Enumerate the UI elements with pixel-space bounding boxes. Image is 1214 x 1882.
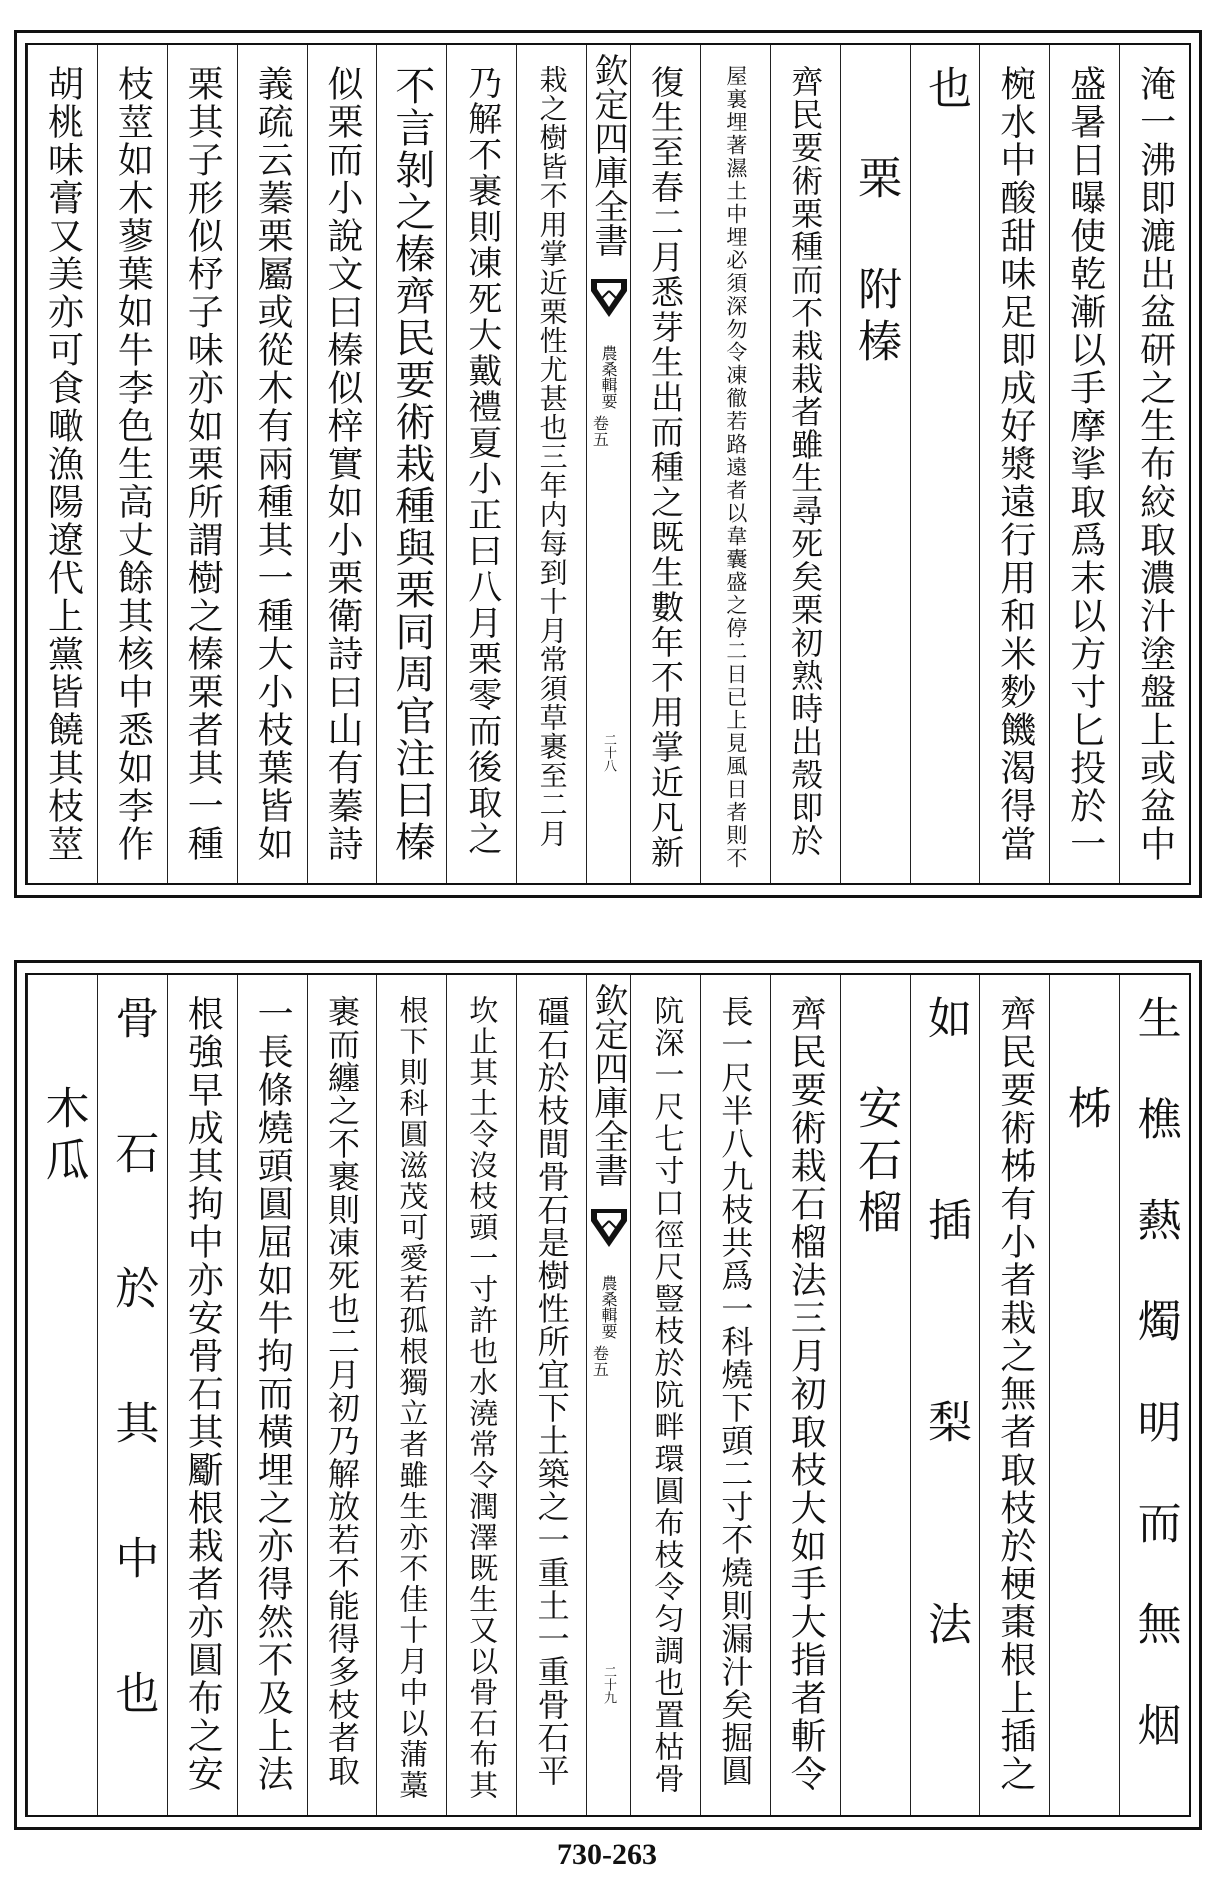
fish-tail-mark-icon bbox=[589, 277, 629, 319]
text-column bbox=[910, 45, 980, 883]
leaf-number: 二十八 bbox=[601, 733, 616, 772]
spine-column bbox=[586, 45, 630, 883]
column-text: 根強早成其拘中亦安骨石其斸根栽者亦圓布之安 bbox=[182, 995, 224, 1793]
book-title: 農桑輯要 bbox=[599, 345, 618, 409]
volume-number: 卷五 bbox=[590, 415, 610, 447]
collection-title: 欽定四庫全書 bbox=[588, 53, 628, 257]
spine-column bbox=[586, 975, 630, 1815]
section-heading: 木瓜 bbox=[37, 1085, 89, 1189]
text-column bbox=[516, 975, 586, 1815]
text-column bbox=[910, 975, 980, 1815]
text-column bbox=[770, 45, 840, 883]
column-text: 屋裏埋著濕土中埋必須深勿令凍徹若路遠者以韋囊盛之停二日已上見風日者則不 bbox=[723, 65, 748, 870]
bottom-page bbox=[14, 960, 1202, 1830]
collection-title: 欽定四庫全書 bbox=[588, 983, 628, 1187]
column-text: 不言剝之榛齊民要術栽種與栗同周官注曰榛 bbox=[388, 65, 435, 863]
section-heading: 栗 附榛 bbox=[850, 155, 902, 370]
text-column bbox=[630, 45, 700, 883]
text-column bbox=[516, 45, 586, 883]
column-text: 栽之樹皆不用掌近栗性尤甚也三年内每到十月常須草裹至二月 bbox=[535, 65, 569, 848]
column-text: 長一尺半八九枝共爲一科燒下頭二寸不燒則漏汁矣掘圓 bbox=[716, 995, 755, 1787]
bottom-page-frame bbox=[25, 973, 1191, 1817]
column-text: 齊民要術栽石榴法三月初取枝大如手大指者斬令 bbox=[785, 995, 827, 1793]
text-column bbox=[27, 45, 97, 883]
column-text: 也 bbox=[919, 65, 971, 873]
section-heading: 柹 bbox=[1059, 1085, 1111, 1137]
column-text: 齊民要術柹有小者栽之無者取枝於梗棗根上插之 bbox=[994, 995, 1036, 1793]
leaf-number: 二十九 bbox=[601, 1665, 616, 1704]
text-column bbox=[700, 45, 770, 883]
fish-tail-mark-icon bbox=[589, 1207, 629, 1249]
top-page-frame bbox=[25, 43, 1191, 885]
text-column bbox=[840, 45, 910, 883]
text-column bbox=[237, 45, 307, 883]
column-text: 裹而纏之不裹則凍死也二月初乃解放若不能得多枝者取 bbox=[322, 995, 361, 1787]
text-column bbox=[446, 975, 516, 1815]
column-text: 淹一沸即漉出盆研之生布絞取濃汁塗盤上或盆中 bbox=[1134, 65, 1176, 863]
text-column bbox=[97, 45, 167, 883]
column-text: 盛暑日曝使乾漸以手摩挲取爲末以方寸匕投於一 bbox=[1064, 65, 1106, 863]
column-text: 枝莖如木蓼葉如牛李色生高丈餘其核中悉如李作 bbox=[112, 65, 154, 863]
column-text: 一長條燒頭圓屈如牛拘而橫埋之亦得然不及上法 bbox=[252, 995, 294, 1793]
text-column bbox=[307, 975, 377, 1815]
text-column bbox=[840, 975, 910, 1815]
text-column bbox=[376, 45, 446, 883]
text-column bbox=[27, 975, 97, 1815]
text-column bbox=[979, 45, 1049, 883]
column-text: 乃解不裹則凍死大戴禮夏小正曰八月栗零而後取之 bbox=[461, 65, 502, 857]
column-text: 似栗而小說文曰榛似梓實如小栗衛詩曰山有蓁詩 bbox=[321, 65, 363, 863]
column-text: 坎止其土令沒枝頭一寸許也水澆常令潤澤既生又以骨石布其 bbox=[465, 995, 500, 1801]
column-text: 胡桃味膏又美亦可食噉漁陽遼代上黨皆饒其枝莖 bbox=[42, 65, 84, 863]
column-text: 復生至春二月悉芽生出而種之既生數年不用掌近凡新 bbox=[645, 65, 685, 870]
text-column bbox=[979, 975, 1049, 1815]
text-column bbox=[1119, 975, 1189, 1815]
text-column bbox=[1119, 45, 1189, 883]
column-text: 骨石於其中也 bbox=[107, 995, 159, 1805]
text-column bbox=[167, 45, 237, 883]
book-title: 農桑輯要 bbox=[599, 1275, 618, 1339]
column-text: 義疏云蓁栗屬或從木有兩種其一種大小枝葉皆如 bbox=[252, 65, 294, 863]
text-column bbox=[237, 975, 307, 1815]
column-text: 生樵爇燭明而無烟 bbox=[1129, 995, 1181, 1803]
column-text: 齊民要術栗種而不栽栽者雖生尋死矣栗初熟時出殼即於 bbox=[786, 65, 825, 857]
text-column bbox=[307, 45, 377, 883]
text-column bbox=[376, 975, 446, 1815]
text-column bbox=[167, 975, 237, 1815]
volume-number: 卷五 bbox=[590, 1345, 610, 1377]
column-text: 如插梨法 bbox=[919, 995, 971, 1803]
column-text: 礓石於枝間骨石是樹性所宜下土築之一重土一重骨石平 bbox=[532, 995, 571, 1787]
text-column bbox=[700, 975, 770, 1815]
page-number: 730-263 bbox=[557, 1838, 657, 1871]
text-column bbox=[770, 975, 840, 1815]
column-text: 根下則科圓滋茂可愛若孤根獨立者雖生亦不佳十月中以蒲藁 bbox=[395, 995, 430, 1801]
section-heading: 安石榴 bbox=[850, 1085, 902, 1241]
column-text: 栗其子形似杼子味亦如栗所謂樹之榛栗者其一種 bbox=[182, 65, 224, 863]
top-page bbox=[14, 30, 1202, 898]
column-text: 阬深一尺七寸口徑尺豎枝於阬畔環圓布枝令匀調也置枯骨 bbox=[648, 995, 684, 1795]
column-text: 椀水中酸甜味足即成好漿遠行用和米麨饑渴得當 bbox=[994, 65, 1036, 863]
text-column bbox=[97, 975, 167, 1815]
text-column bbox=[446, 45, 516, 883]
text-column bbox=[630, 975, 700, 1815]
text-column bbox=[1049, 975, 1119, 1815]
text-column bbox=[1049, 45, 1119, 883]
